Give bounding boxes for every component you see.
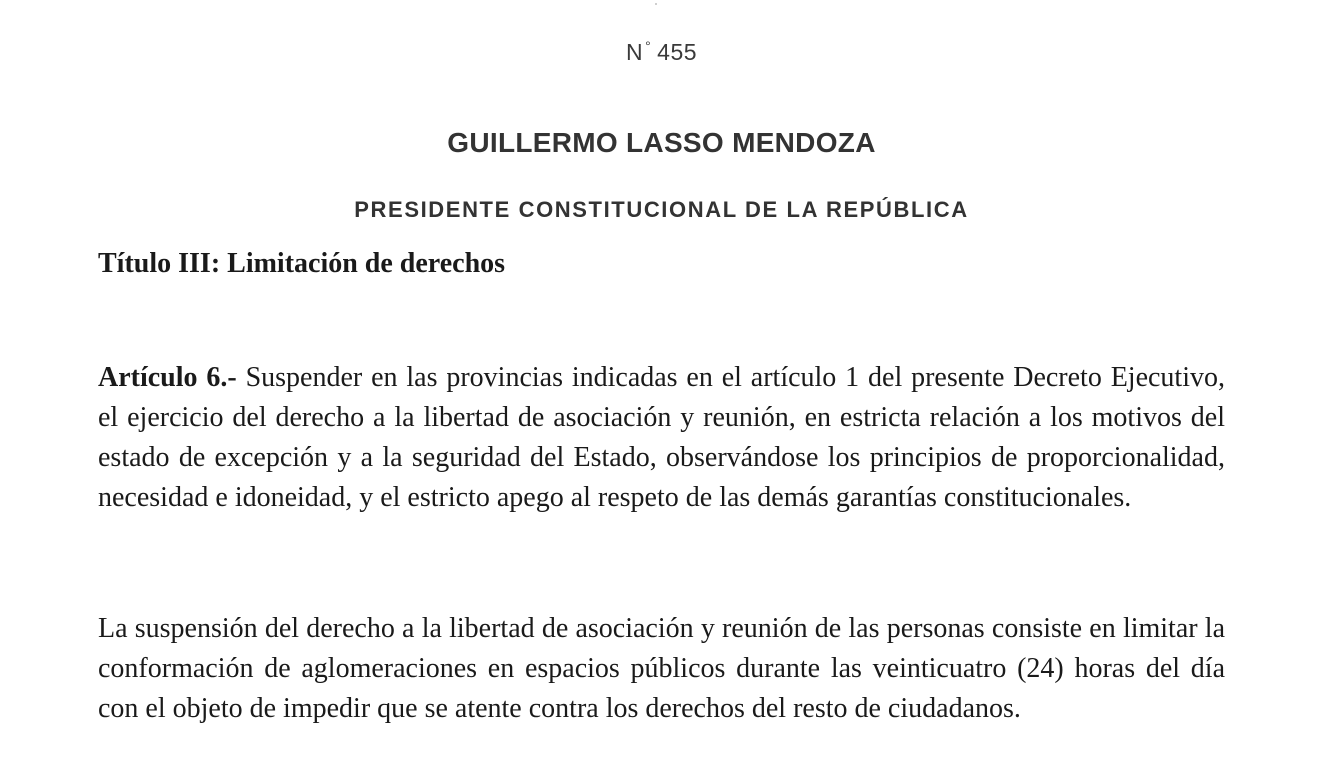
- decree-number-value: 455: [657, 39, 698, 65]
- section-title: Título III: Limitación de derechos: [98, 248, 506, 279]
- scan-speck: [655, 3, 657, 5]
- article-label: Artículo 6.-: [98, 362, 237, 393]
- article-paragraph-2: La suspensión del derecho a la libertad de asociación y reunión de las personas consiste en limitar la conformación de aglomeraciones en espacios públicos durante las veinticuatro (24) horas del día con el objeto de impedir que se atente contra los derechos del resto de ciudadanos.: [98, 613, 1225, 724]
- article-text: Suspender en las provincias indicadas en el artículo 1 del presente Decreto Ejecutivo, el ejercicio del derecho a la libertad de asociación y reunión, en estricta relación a los motivos del estado de excepción y a la seguridad del Estado, observándose los principios de proporcionalidad, necesidad e idoneidad, y el estricto apego al respeto de las demás garantías constitucionales.: [98, 362, 1225, 513]
- president-name: GUILLERMO LASSO MENDOZA: [447, 127, 876, 158]
- president-office: PRESIDENTE CONSTITUCIONAL DE LA REPÚBLICA: [354, 197, 969, 222]
- decree-number-prefix: N: [625, 39, 644, 65]
- decree-number-degree: °: [645, 38, 652, 54]
- decree-number: [0, 38, 1323, 66]
- article-paragraph: [98, 358, 1225, 518]
